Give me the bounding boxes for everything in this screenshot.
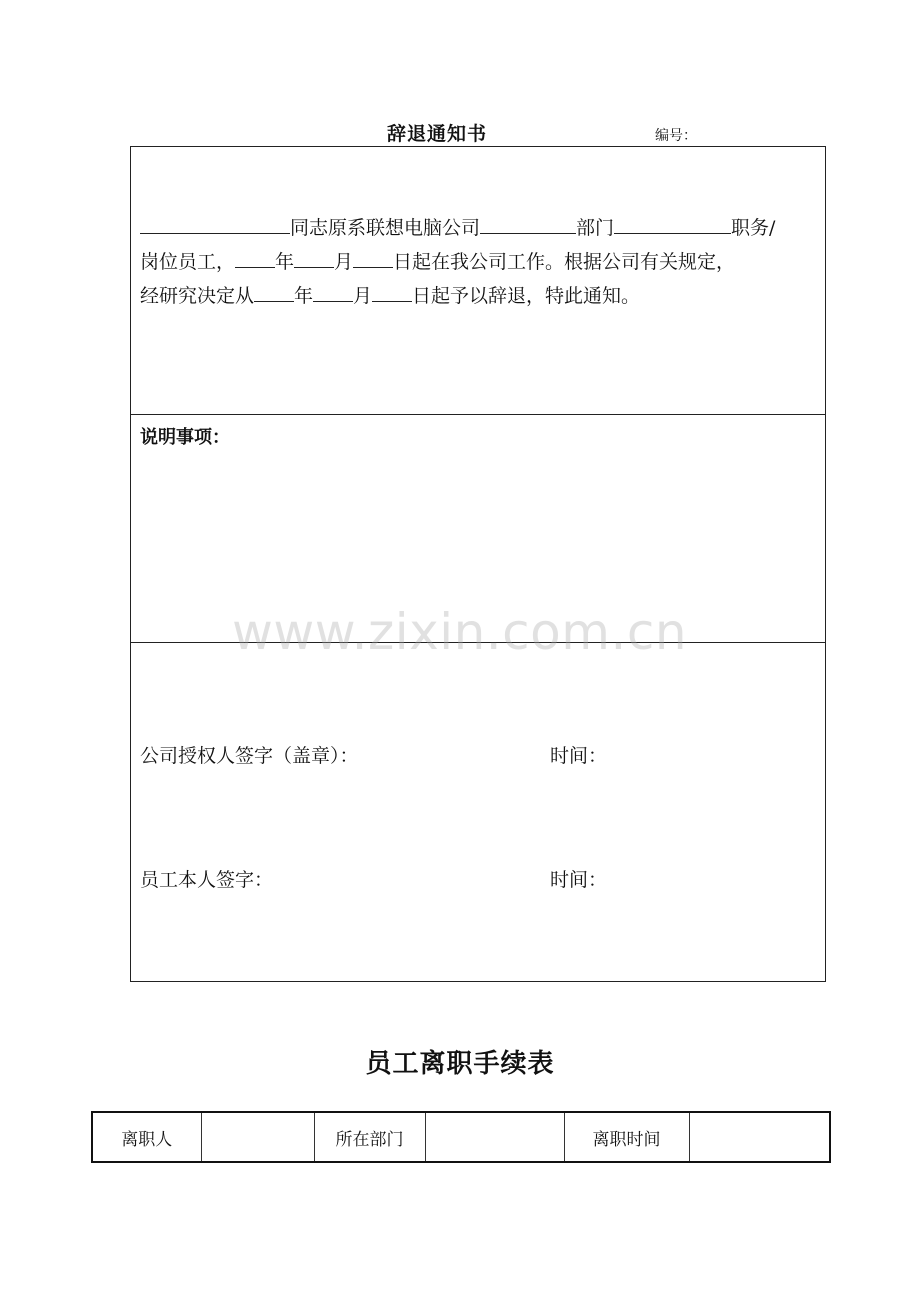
body-text-decision: 经研究决定从 <box>140 285 255 307</box>
watermark: www.zixin.com.cn <box>232 603 688 661</box>
department-label-cell: 所在部门 <box>314 1112 425 1162</box>
body-text-company: 同志原系联想电脑公司 <box>290 217 481 239</box>
name-blank[interactable] <box>140 213 290 234</box>
company-signature-label: 公司授权人签字（盖章）： <box>140 745 359 767</box>
resign-time-label-cell: 离职时间 <box>564 1112 689 1162</box>
notes-label: 说明事项： <box>140 427 230 448</box>
start-year-blank[interactable] <box>235 247 275 268</box>
body-text-year: 年 <box>275 251 295 273</box>
person-value-cell[interactable] <box>201 1112 314 1162</box>
department-blank[interactable] <box>480 213 576 234</box>
dismiss-month-blank[interactable] <box>313 281 353 302</box>
body-text-dismissal: 日起予以辞退，特此通知。 <box>412 285 641 307</box>
form-title: 员工离职手续表 <box>365 1049 555 1079</box>
body-text-start-work: 日起在我公司工作。根据公司有关规定， <box>393 251 736 273</box>
body-text-position: 职务/ <box>731 217 776 239</box>
body-text-month: 月 <box>334 251 354 273</box>
body-text-month-2: 月 <box>353 285 373 307</box>
notice-box <box>130 146 826 982</box>
resignation-table <box>91 1111 831 1163</box>
department-value-cell[interactable] <box>425 1112 564 1162</box>
section-divider <box>131 414 825 415</box>
body-text-department: 部门 <box>576 217 615 239</box>
dismiss-day-blank[interactable] <box>372 281 412 302</box>
dismiss-year-blank[interactable] <box>254 281 294 302</box>
resign-time-value-cell[interactable] <box>689 1112 830 1162</box>
start-day-blank[interactable] <box>353 247 393 268</box>
notice-body <box>140 211 822 313</box>
company-sign-time-label: 时间： <box>550 745 608 767</box>
notice-title: 辞退通知书 <box>387 123 488 145</box>
table-row <box>92 1112 830 1162</box>
employee-signature-label: 员工本人签字： <box>140 869 274 891</box>
employee-sign-time-label: 时间： <box>550 869 608 891</box>
body-text-employee: 岗位员工， <box>140 251 236 273</box>
body-text-year-2: 年 <box>294 285 314 307</box>
position-blank[interactable] <box>614 213 731 234</box>
serial-number-label: 编号： <box>655 128 697 144</box>
start-month-blank[interactable] <box>294 247 334 268</box>
person-label-cell: 离职人 <box>92 1112 201 1162</box>
